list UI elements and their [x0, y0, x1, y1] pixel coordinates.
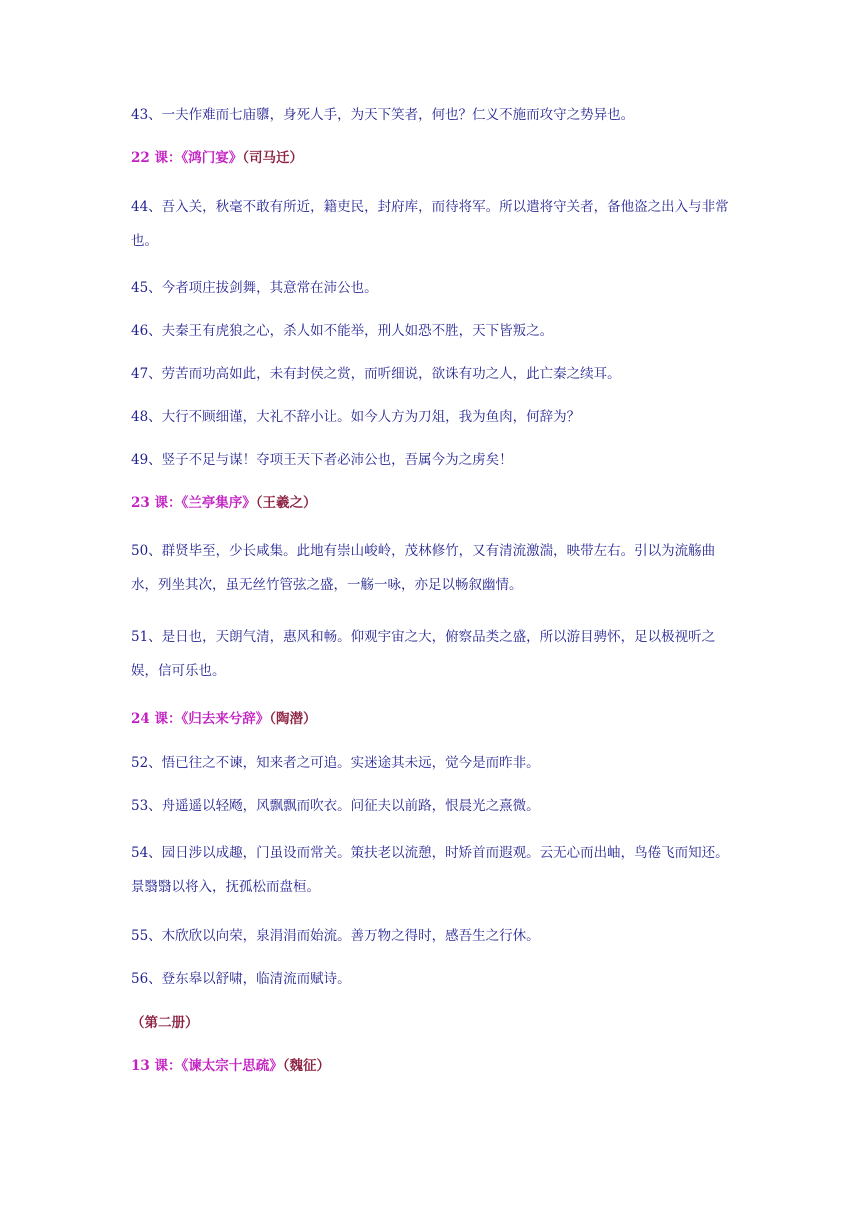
- lesson-number: 13 课：: [131, 1058, 182, 1074]
- lesson-heading-24: [131, 702, 736, 736]
- lesson-heading-22: [131, 141, 736, 175]
- quote-44: 44、吾入关，秋毫不敢有所近，籍吏民，封府库，而待将军。所以遣将守关者，备他盗之出入与非常也。: [131, 199, 729, 249]
- quote-45: 45、今者项庄拔剑舞，其意常在沛公也。: [131, 280, 378, 296]
- quote-47: 47、劳苦而功高如此，未有封侯之赏，而听细说，欲诛有功之人，此亡秦之续耳。: [131, 366, 621, 382]
- lesson-title: 《归去来兮辞》: [181, 711, 270, 727]
- lesson-number: 22 课：: [131, 150, 182, 166]
- quote-43: 43、一夫作难而七庙隳，身死人手，为天下笑者，何也？仁义不施而攻守之势异也。: [131, 107, 635, 123]
- quote-51: 51、是日也，天朗气清，惠风和畅。仰观宇宙之大，俯察品类之盛，所以游目骋怀，足以极视听之娱，信可乐也。: [131, 629, 716, 679]
- quote-55: 55、木欣欣以向荣，泉涓涓而始流。善万物之得时，感吾生之行休。: [131, 928, 540, 944]
- lesson-title: 《鸿门宴》: [181, 150, 243, 166]
- quote-49: 49、竖子不足与谋！夺项王天下者必沛公也，吾属今为之虏矣！: [131, 452, 513, 468]
- quote-56: 56、登东皋以舒啸，临清流而赋诗。: [131, 971, 351, 987]
- quote-54: 54、园日涉以成趣，门虽设而常关。策扶老以流憩，时矫首而遐观。云无心而出岫，鸟倦飞而知还。景翳翳以将入，抚孤松而盘桓。: [131, 845, 729, 895]
- quote-46: 46、夫秦王有虎狼之心，杀人如不能举，刑人如恐不胜，天下皆叛之。: [131, 323, 554, 339]
- quote-52: 52、悟已往之不谏，知来者之可追。实迷途其未远，觉今是而昨非。: [131, 755, 540, 771]
- quote-48: 48、大行不顾细谨，大礼不辞小让。如今人方为刀俎，我为鱼肉，何辞为？: [131, 409, 581, 425]
- lesson-author: （魏征）: [282, 1058, 330, 1074]
- quote-53: 53、舟遥遥以轻飏，风飘飘而吹衣。问征夫以前路，恨晨光之熹微。: [131, 798, 540, 814]
- lesson-title: 《谏太宗十思疏》: [181, 1058, 283, 1074]
- lesson-number: 24 课：: [131, 711, 182, 727]
- lesson-heading-13: [131, 1049, 736, 1083]
- lesson-title: 《兰亭集序》: [181, 495, 256, 511]
- lesson-number: 23 课：: [131, 495, 182, 511]
- lesson-author: （司马迁）: [242, 150, 303, 166]
- quote-50: 50、群贤毕至，少长咸集。此地有崇山峻岭，茂林修竹，又有清流激湍，映带左右。引以为流觞曲水，列坐其次，虽无丝竹管弦之盛，一觞一咏，亦足以畅叙幽情。: [131, 543, 716, 593]
- lesson-heading-23: [131, 486, 736, 520]
- lesson-author: （王羲之）: [255, 495, 317, 511]
- lesson-author: （陶潜）: [269, 711, 317, 727]
- volume-heading: （第二册）: [131, 1015, 199, 1031]
